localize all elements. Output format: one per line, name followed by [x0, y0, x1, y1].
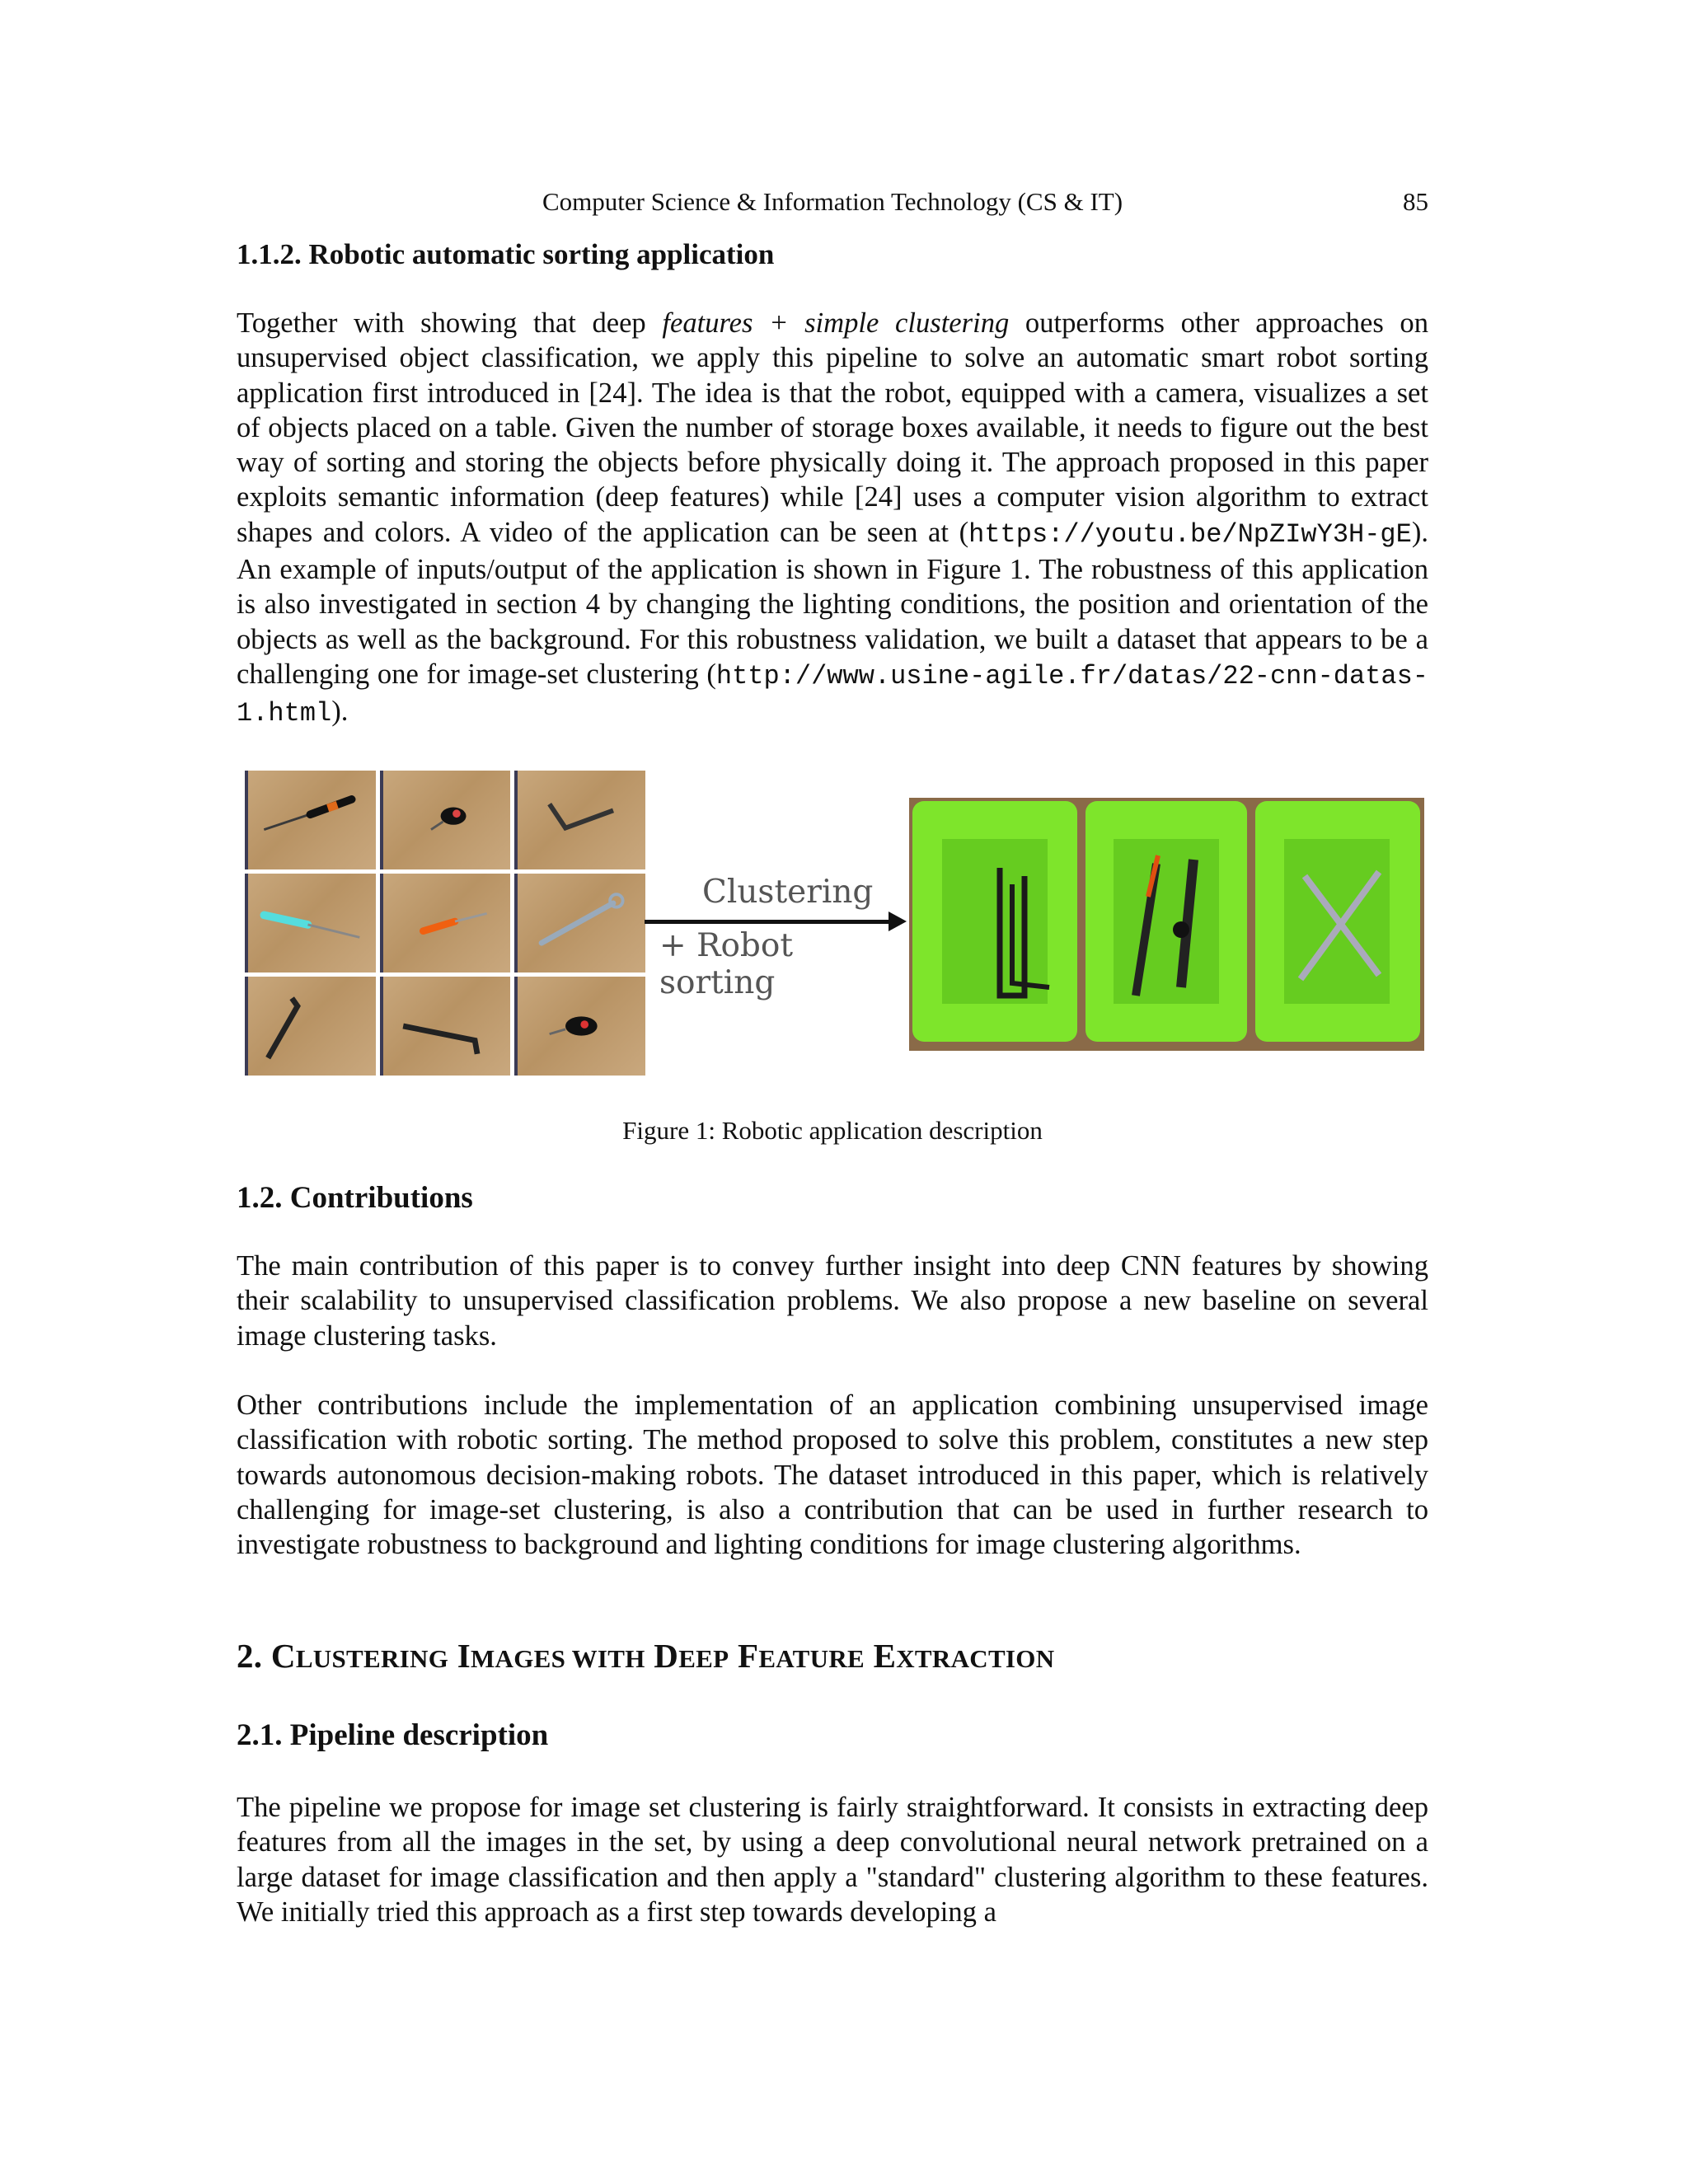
paragraph-contributions-2 [237, 1388, 1428, 1562]
photo-hex-key-small [514, 771, 645, 869]
heading-cap: E [873, 1637, 897, 1675]
arrow-label-clustering: Clustering [702, 874, 874, 911]
heading-cap: I [457, 1637, 471, 1675]
paragraph-text: The pipeline we propose for image set clustering is fairly straightforward. It consists in extracting deep features from all the images in the set, by using a deep convolutional neural network pretrained on a large dataset for image classification and then apply a "standard" clustering algorithm to these features. We initially tried this approach as a first step towards developing a [237, 1792, 1428, 1928]
page-number: 85 [1403, 187, 1428, 216]
photo-screwdriver-short [380, 771, 511, 869]
paragraph-pipeline [237, 1790, 1428, 1929]
arrow-shaft [645, 920, 892, 924]
photo-screwdriver-orange [380, 874, 511, 972]
figure-caption: Figure 1: Robotic application description [622, 1116, 1043, 1145]
text-run: outperforms other approaches on unsupervised object classification, we apply this pipeline to solve an automatic smart robot sorting application first introduced in [24]. The idea is that the robot, equipped with a camera, visualizes a set of objects placed on a table. Given the number of storage boxes available, it needs to figure out the best way of sorting and storing the objects before physically doing it. The approach proposed in this paper exploits semantic information (deep features) while [24] uses a computer vision algorithm to extract shapes and colors. A video of the application can be seen at ( [237, 307, 1428, 548]
photo-screwdriver-stubby [514, 977, 645, 1076]
photo-screwdriver-cyan [245, 874, 376, 972]
figure-clustering-arrow [645, 874, 910, 1001]
figure-input-image-grid [245, 771, 645, 1076]
heading-small-caps: XTRACTION [896, 1644, 1055, 1673]
heading-cap: F [737, 1637, 759, 1675]
text-run: ). [331, 696, 349, 728]
heading-cap: C [270, 1637, 296, 1675]
paragraph-contributions-1 [237, 1249, 1428, 1353]
video-link[interactable]: https://youtu.be/NpZIwY3H-gE [968, 518, 1412, 550]
section-heading-2-1: 2.1. Pipeline description [237, 1718, 549, 1752]
section-heading-1-2: 1.2. Contributions [237, 1181, 473, 1215]
heading-small-caps: EATURE [758, 1644, 865, 1673]
paragraph-text: The main contribution of this paper is to convey further insight into deep CNN features by showing their scalability to unsupervised classification problems. We also propose a new baseline on several image clustering tasks. [237, 1250, 1428, 1352]
photo-hex-key-long [245, 977, 376, 1076]
paragraph-text: Other contributions include the implementation of an application combining unsupervised image classification with robotic sorting. The method proposed to solve this problem, constitutes a new step towards autonomous decision-making robots. The dataset introduced in this paper, which is relatively challenging for image-set clustering, is also a contribution that can be used in further research to investigate robustness to background and lighting conditions for image clustering algorithms. [237, 1390, 1428, 1561]
section-heading-2 [237, 1634, 1054, 1680]
heading-small-caps: LUSTERING [295, 1644, 449, 1673]
arrow-label-robot-sorting: + Robot sorting [659, 927, 794, 1001]
heading-number: 2. [237, 1637, 271, 1675]
heading-small-caps: EEP [678, 1644, 729, 1673]
dataset-link[interactable]: http://www.usine-agile.fr/datas/22-cnn-datas-1.html [237, 660, 1428, 729]
heading-small-caps: MAGES WITH [470, 1644, 645, 1673]
figure-sorted-baskets [909, 798, 1424, 1051]
photo-wrench [514, 874, 645, 972]
text-run: ). An example of inputs/output of the application is shown in Figure 1. The robustness of this application is also investigated in section 4 by changing the lighting conditions, the position and orientation of the objects as well as the background. For this robustness validation, we built a dataset that appears to be a challenging one for image-set clustering ( [237, 516, 1428, 690]
photo-hex-key-bent [380, 977, 511, 1076]
italic-phrase: features + simple clustering [662, 307, 1010, 339]
section-heading-1-1-2: 1.1.2. Robotic automatic sorting application [237, 238, 775, 270]
running-title: Computer Science & Information Technology (CS & IT) [542, 187, 1123, 216]
heading-cap: D [654, 1637, 679, 1675]
paragraph-text [237, 306, 1428, 732]
paragraph-robotic-sorting [237, 306, 1428, 732]
photo-screwdriver-black [245, 771, 376, 869]
text-run: Together with showing that deep [237, 307, 663, 339]
